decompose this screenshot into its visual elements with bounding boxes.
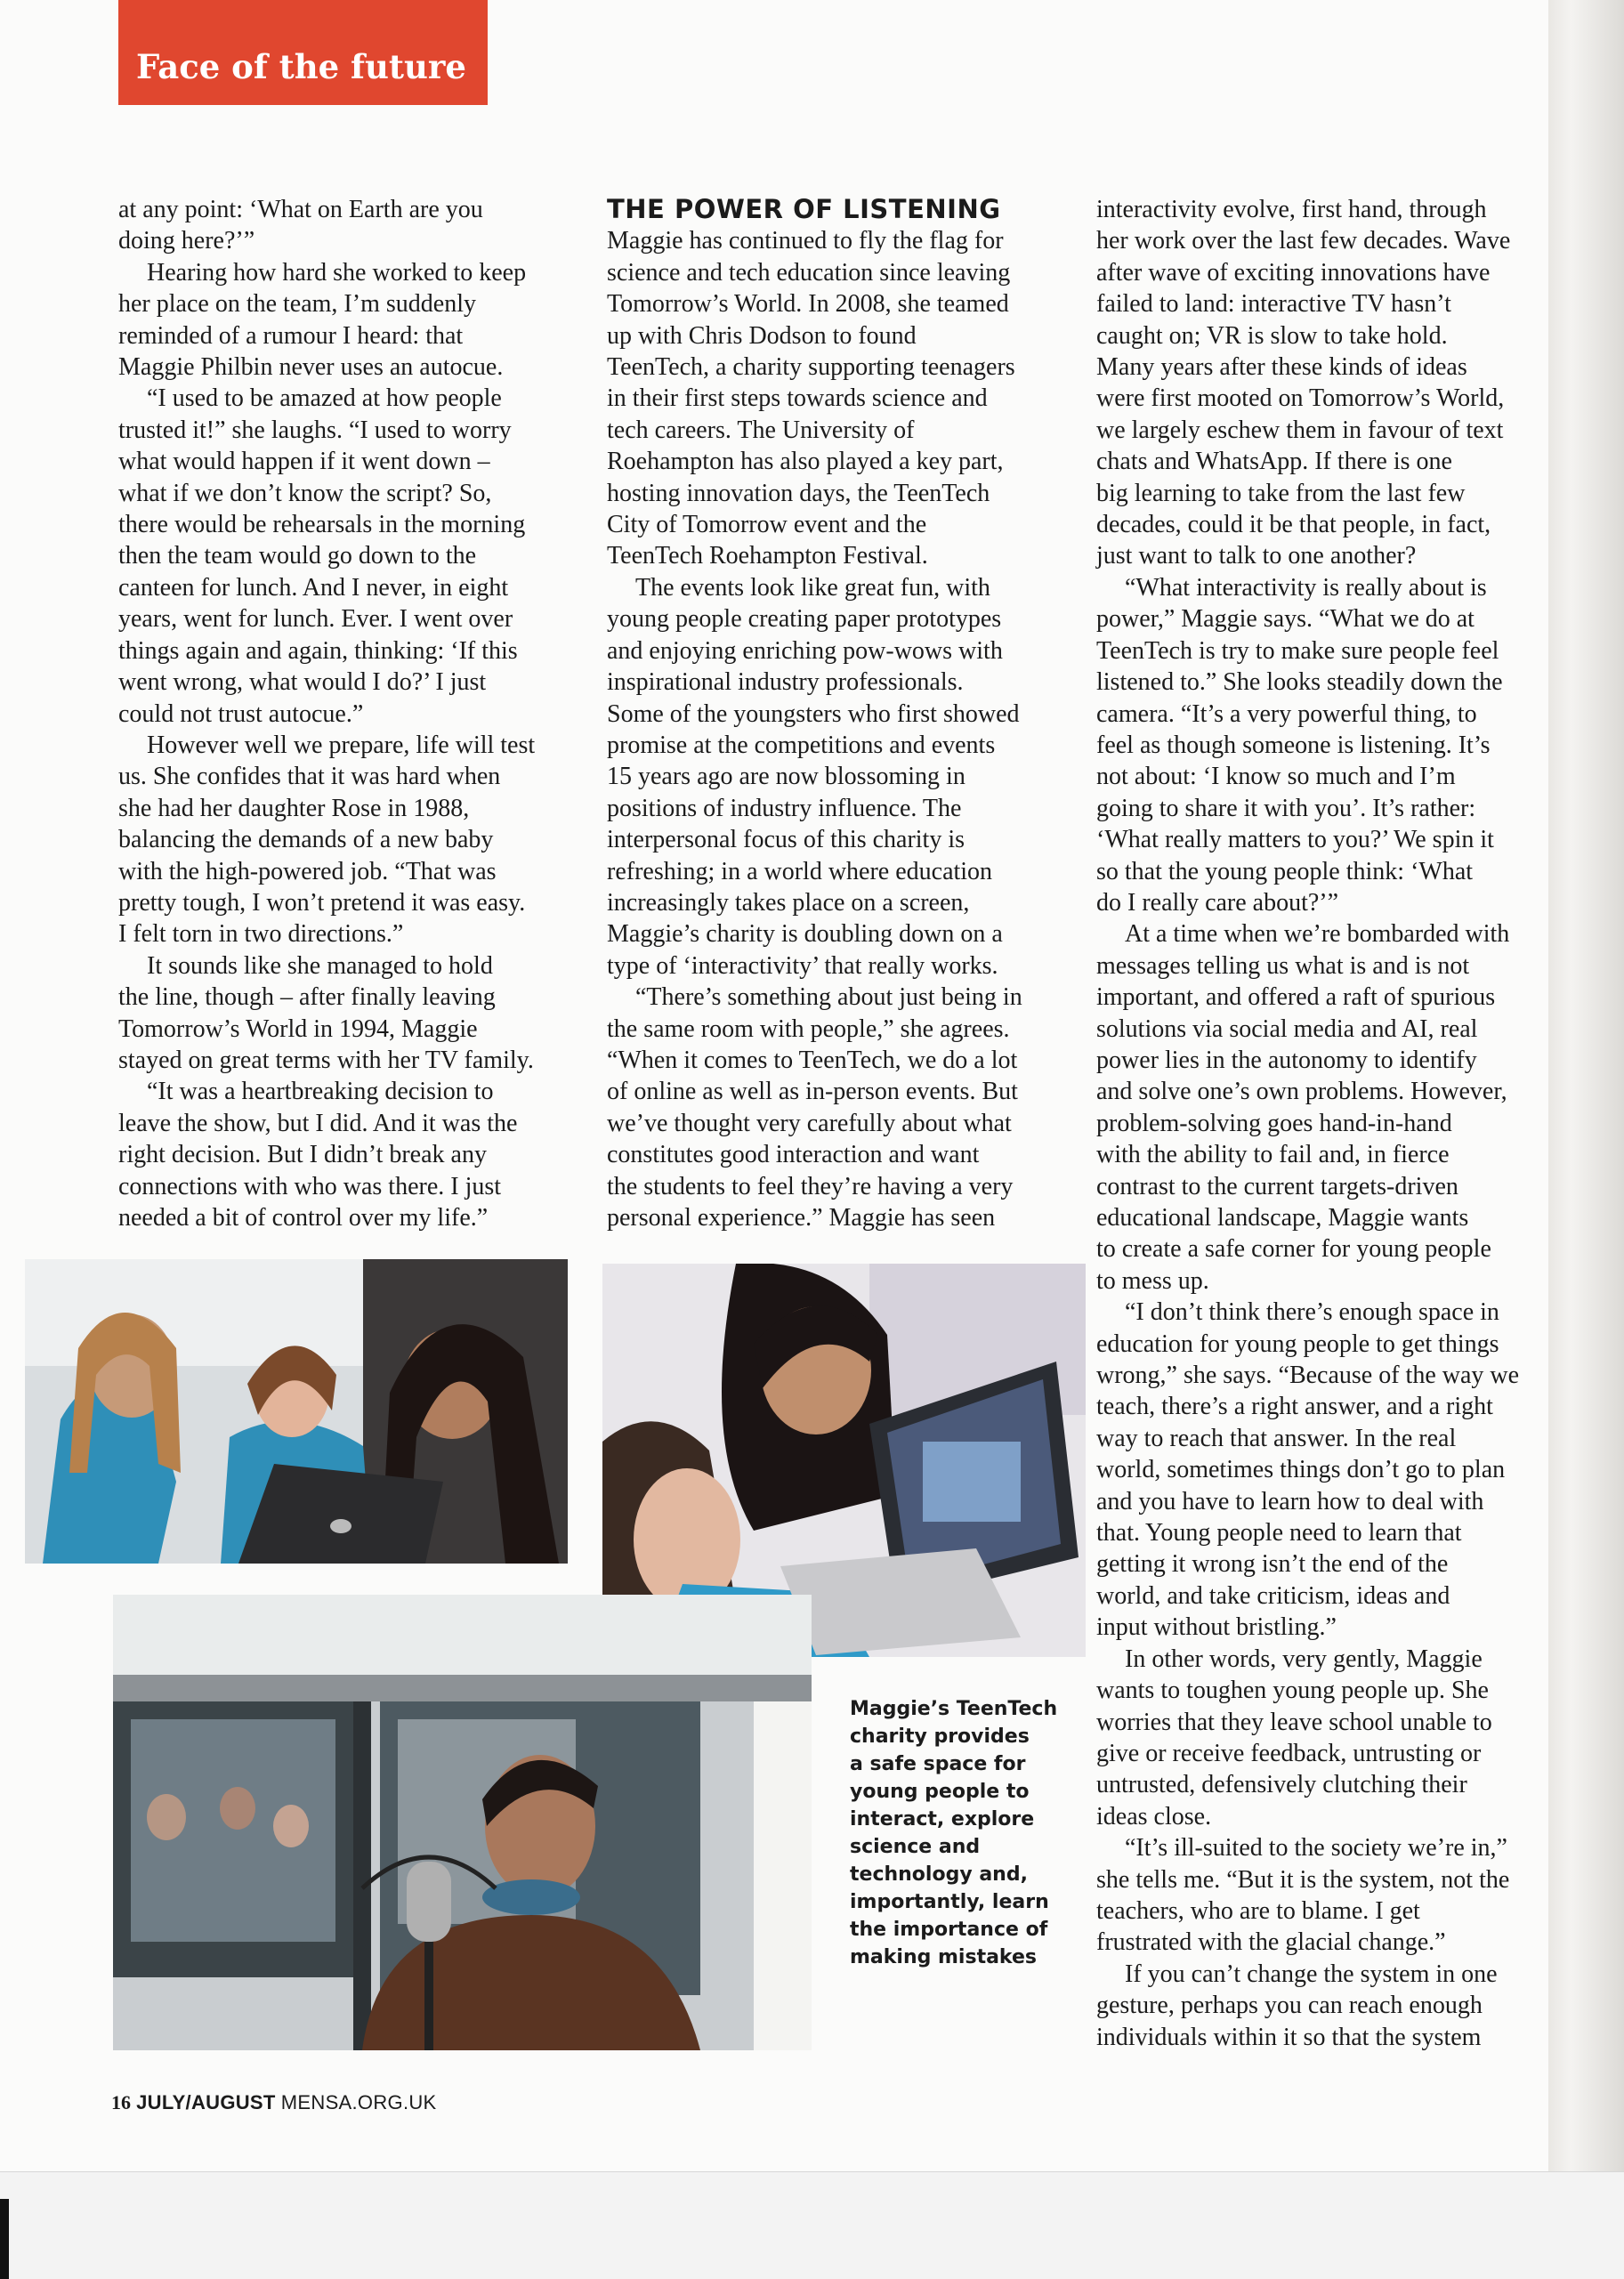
text-line: that. Young people need to learn that	[1096, 1519, 1462, 1548]
text-line: could not trust autocue.”	[118, 699, 364, 728]
text-line: teach, there’s a right answer, and a right	[1096, 1393, 1493, 1421]
page-footer	[111, 2091, 437, 2114]
text-line: Many years after these kinds of ideas	[1096, 353, 1467, 382]
text-line: power,” Maggie says. “What we do at	[1096, 605, 1475, 634]
text-line: canteen for lunch. And I never, in eight	[118, 573, 509, 602]
text-line: ‘What really matters to you?’ We spin it	[1096, 826, 1494, 854]
paragraph	[1096, 1644, 1559, 1832]
text-line: with the high-powered job. “That was	[118, 857, 497, 885]
scan-border	[0, 2171, 1624, 2279]
text-line: “It’s ill-suited to the society we’re in,”	[1125, 1834, 1507, 1863]
text-line: feel as though someone is listening. It’s	[1096, 731, 1491, 759]
text-line: 15 years ago are now blossoming in	[607, 763, 966, 791]
text-line: power lies in the autonomy to identify	[1096, 1046, 1477, 1074]
paragraph	[118, 257, 581, 384]
text-line: Hearing how hard she worked to keep	[147, 258, 527, 287]
caption-line: a safe space for	[850, 1753, 1026, 1775]
text-line: things again and again, thinking: ‘If this	[118, 636, 518, 665]
paragraph	[1096, 194, 1559, 572]
text-line: “I used to be amazed at how people	[147, 384, 502, 413]
text-line: way to reach that answer. In the real	[1096, 1424, 1457, 1452]
text-line: At a time when we’re bombarded with	[1125, 920, 1510, 949]
issue-date: JULY/AUGUST	[136, 2091, 276, 2113]
text-line: solutions via social media and AI, real	[1096, 1014, 1478, 1043]
text-line: gesture, perhaps you can reach enough	[1096, 1992, 1483, 2020]
caption-line: the importance of	[850, 1919, 1048, 1941]
next-page-edge	[1548, 0, 1624, 2171]
text-line: her work over the last few decades. Wave	[1096, 227, 1511, 255]
text-line: to create a safe corner for young people	[1096, 1235, 1491, 1264]
caption-line: interact, explore	[850, 1808, 1035, 1830]
text-line: chats and WhatsApp. If there is one	[1096, 448, 1452, 476]
text-line: with the ability to fail and, in fierce	[1096, 1141, 1450, 1169]
text-line: just want to talk to one another?	[1096, 542, 1417, 570]
text-line: young people creating paper prototypes	[607, 605, 1002, 634]
text-line: not about: ‘I know so much and I’m	[1096, 763, 1456, 791]
page-number: 16	[111, 2091, 131, 2113]
paragraph	[118, 194, 581, 257]
text-line: we’ve thought very carefully about what	[607, 1109, 1012, 1137]
caption-line: charity provides	[850, 1725, 1030, 1748]
text-line: worries that they leave school unable to	[1096, 1708, 1492, 1736]
text-line: world, sometimes things don’t go to plan	[1096, 1456, 1506, 1484]
text-line: refreshing; in a world where education	[607, 857, 993, 885]
text-line: listened to.” She looks steadily down the	[1096, 668, 1503, 697]
paragraph	[1096, 918, 1559, 1297]
text-line: she had her daughter Rose in 1988,	[118, 794, 470, 822]
text-line: type of ‘interactivity’ that really works.	[607, 951, 998, 980]
photo-student-studio	[113, 1595, 812, 2050]
text-line: do I really care about?’”	[1096, 888, 1339, 917]
text-line: Some of the youngsters who first showed	[607, 699, 1020, 728]
section-header-tab	[118, 0, 488, 105]
text-line: up with Chris Dodson to found	[607, 321, 917, 350]
text-line: increasingly takes place on a screen,	[607, 888, 970, 917]
text-line: Tomorrow’s World. In 2008, she teamed	[607, 290, 1009, 319]
photo-students-laptop	[25, 1259, 568, 1564]
text-line: pretty tough, I won’t pretend it was easy.	[118, 888, 526, 917]
paragraph	[1096, 1959, 1559, 2053]
article-column-3	[1096, 194, 1559, 2053]
text-line: inspirational industry professionals.	[607, 668, 964, 697]
paragraph	[118, 730, 581, 950]
caption-line: importantly, learn	[850, 1891, 1049, 1913]
text-line: “It was a heartbreaking decision to	[147, 1078, 494, 1106]
text-line: to mess up.	[1096, 1266, 1209, 1295]
text-line: trusted it!” she laughs. “I used to worry	[118, 416, 512, 444]
caption-line: young people to	[850, 1781, 1030, 1803]
text-line: TeenTech is try to make sure people feel	[1096, 636, 1499, 665]
text-line: teachers, who are to blame. I get	[1096, 1896, 1420, 1925]
scan-edge-shadow	[0, 2199, 9, 2279]
text-line: untrusted, defensively clutching their	[1096, 1771, 1467, 1799]
text-line: “What interactivity is really about is	[1125, 573, 1487, 602]
text-line: at any point: ‘What on Earth are you	[118, 196, 483, 223]
text-line: her place on the team, I’m suddenly	[118, 290, 476, 319]
text-line: positions of industry influence. The	[607, 794, 962, 822]
text-line: stayed on great terms with her TV family.	[118, 1046, 534, 1074]
text-line: wrong,” she says. “Because of the way we	[1096, 1362, 1520, 1390]
paragraph	[1096, 1832, 1559, 1959]
text-line: and enjoying enriching pow-wows with	[607, 636, 1003, 665]
text-line: If you can’t change the system in one	[1125, 1960, 1498, 1988]
text-line: then the team would go down to the	[118, 542, 477, 570]
paragraph	[1096, 572, 1559, 918]
text-line: decades, could it be that people, in fact,	[1096, 511, 1491, 539]
text-line: TeenTech Roehampton Festival.	[607, 542, 928, 570]
paragraph	[118, 1076, 581, 1233]
text-line: interactivity evolve, first hand, through	[1096, 196, 1487, 223]
paragraph	[118, 950, 581, 1077]
text-line: camera. “It’s a very powerful thing, to	[1096, 699, 1477, 728]
text-line: Tomorrow’s World in 1994, Maggie	[118, 1014, 478, 1043]
text-line: getting it wrong isn’t the end of the	[1096, 1550, 1449, 1579]
text-line: us. She confides that it was hard when	[118, 763, 501, 791]
article-column-2	[607, 194, 1070, 1233]
text-line: important, and offered a raft of spurious	[1096, 983, 1496, 1012]
text-line: so that the young people think: ‘What	[1096, 857, 1474, 885]
text-line: Roehampton has also played a key part,	[607, 448, 1004, 476]
text-line: caught on; VR is slow to take hold.	[1096, 321, 1448, 350]
paragraph	[607, 225, 1070, 571]
text-line: constitutes good interaction and want	[607, 1141, 980, 1169]
text-line: going to share it with you’. It’s rather:	[1096, 794, 1476, 822]
text-line: tech careers. The University of	[607, 416, 915, 444]
text-line: she tells me. “But it is the system, not the	[1096, 1865, 1510, 1894]
text-line: world, and take criticism, ideas and	[1096, 1581, 1450, 1610]
text-line: balancing the demands of a new baby	[118, 826, 494, 854]
text-line: hosting innovation days, the TeenTech	[607, 479, 990, 507]
text-line: of online as well as in-person events. But	[607, 1078, 1018, 1106]
text-line: In other words, very gently, Maggie	[1125, 1645, 1483, 1673]
text-line: after wave of exciting innovations have	[1096, 258, 1491, 287]
caption-line: making mistakes	[850, 1946, 1037, 1968]
text-line: I felt torn in two directions.”	[118, 920, 404, 949]
paragraph	[607, 982, 1070, 1233]
text-line: It sounds like she managed to hold	[147, 951, 493, 980]
subheading: THE POWER OF LISTENING	[607, 194, 1001, 224]
section-title: Face of the future	[136, 47, 466, 86]
text-line: years, went for lunch. Ever. I went over	[118, 605, 513, 634]
text-line: problem-solving goes hand-in-hand	[1096, 1109, 1452, 1137]
text-line: input without bristling.”	[1096, 1613, 1337, 1642]
paragraph	[1096, 1297, 1559, 1643]
text-line: “I don’t think there’s enough space in	[1125, 1298, 1499, 1327]
text-line: Maggie Philbin never uses an autocue.	[118, 353, 504, 382]
paragraph	[118, 383, 581, 729]
article-column-1	[118, 194, 581, 1233]
text-line: ideas close.	[1096, 1802, 1212, 1830]
text-line: connections with who was there. I just	[118, 1172, 502, 1200]
text-line: needed a bit of control over my life.”	[118, 1204, 489, 1232]
text-line: went wrong, what would I do?’ I just	[118, 668, 487, 697]
caption-line: science and	[850, 1836, 981, 1858]
text-line: messages telling us what is and is not	[1096, 951, 1470, 980]
text-line: TeenTech, a charity supporting teenagers	[607, 353, 1015, 382]
text-line: the line, though – after finally leaving	[118, 983, 496, 1012]
text-line: The events look like great fun, with	[635, 573, 990, 602]
text-line: and solve one’s own problems. However,	[1096, 1078, 1507, 1106]
text-line: what would happen if it went down –	[118, 448, 490, 476]
text-line: City of Tomorrow event and the	[607, 511, 927, 539]
caption-line: Maggie’s TeenTech	[850, 1698, 1058, 1720]
text-line: there would be rehearsals in the morning	[118, 511, 526, 539]
text-line: the same room with people,” she agrees.	[607, 1014, 1010, 1043]
text-line: we largely eschew them in favour of text	[1096, 416, 1504, 444]
text-line: in their first steps towards science and	[607, 384, 988, 413]
text-line: were first mooted on Tomorrow’s World,	[1096, 384, 1505, 413]
text-line: Maggie has continued to fly the flag for	[607, 227, 1004, 255]
text-line: Maggie’s charity is doubling down on a	[607, 920, 1003, 949]
text-line: However well we prepare, life will test	[147, 731, 536, 759]
text-line: contrast to the current targets-driven	[1096, 1172, 1458, 1200]
text-line: “There’s something about just being in	[635, 983, 1022, 1012]
caption-line: technology and,	[850, 1863, 1028, 1886]
text-line: individuals within it so that the system	[1096, 2023, 1482, 2051]
text-line: leave the show, but I did. And it was the	[118, 1109, 518, 1137]
text-line: right decision. But I didn’t break any	[118, 1141, 487, 1169]
website: MENSA.ORG.UK	[280, 2091, 437, 2113]
text-line: interpersonal focus of this charity is	[607, 826, 966, 854]
text-line: what if we don’t know the script? So,	[118, 479, 492, 507]
text-line: wants to toughen young people up. She	[1096, 1677, 1489, 1705]
text-line: big learning to take from the last few	[1096, 479, 1466, 507]
paragraph	[607, 572, 1070, 982]
text-line: frustrated with the glacial change.”	[1096, 1928, 1446, 1957]
text-line: the students to feel they’re having a very	[607, 1172, 1014, 1200]
text-line: personal experience.” Maggie has seen	[607, 1204, 996, 1232]
text-line: failed to land: interactive TV hasn’t	[1096, 290, 1451, 319]
text-line: promise at the competitions and events	[607, 731, 996, 759]
text-line: give or receive feedback, untrusting or	[1096, 1739, 1482, 1767]
text-line: educational landscape, Maggie wants	[1096, 1204, 1469, 1232]
text-line: “When it comes to TeenTech, we do a lot	[607, 1046, 1018, 1074]
text-line: education for young people to get things	[1096, 1329, 1499, 1358]
photo-caption	[850, 1695, 1063, 1971]
text-line: reminded of a rumour I heard: that	[118, 321, 464, 350]
text-line: and you have to learn how to deal with	[1096, 1487, 1484, 1515]
text-line: doing here?’”	[118, 227, 255, 255]
text-line: science and tech education since leaving	[607, 258, 1011, 287]
